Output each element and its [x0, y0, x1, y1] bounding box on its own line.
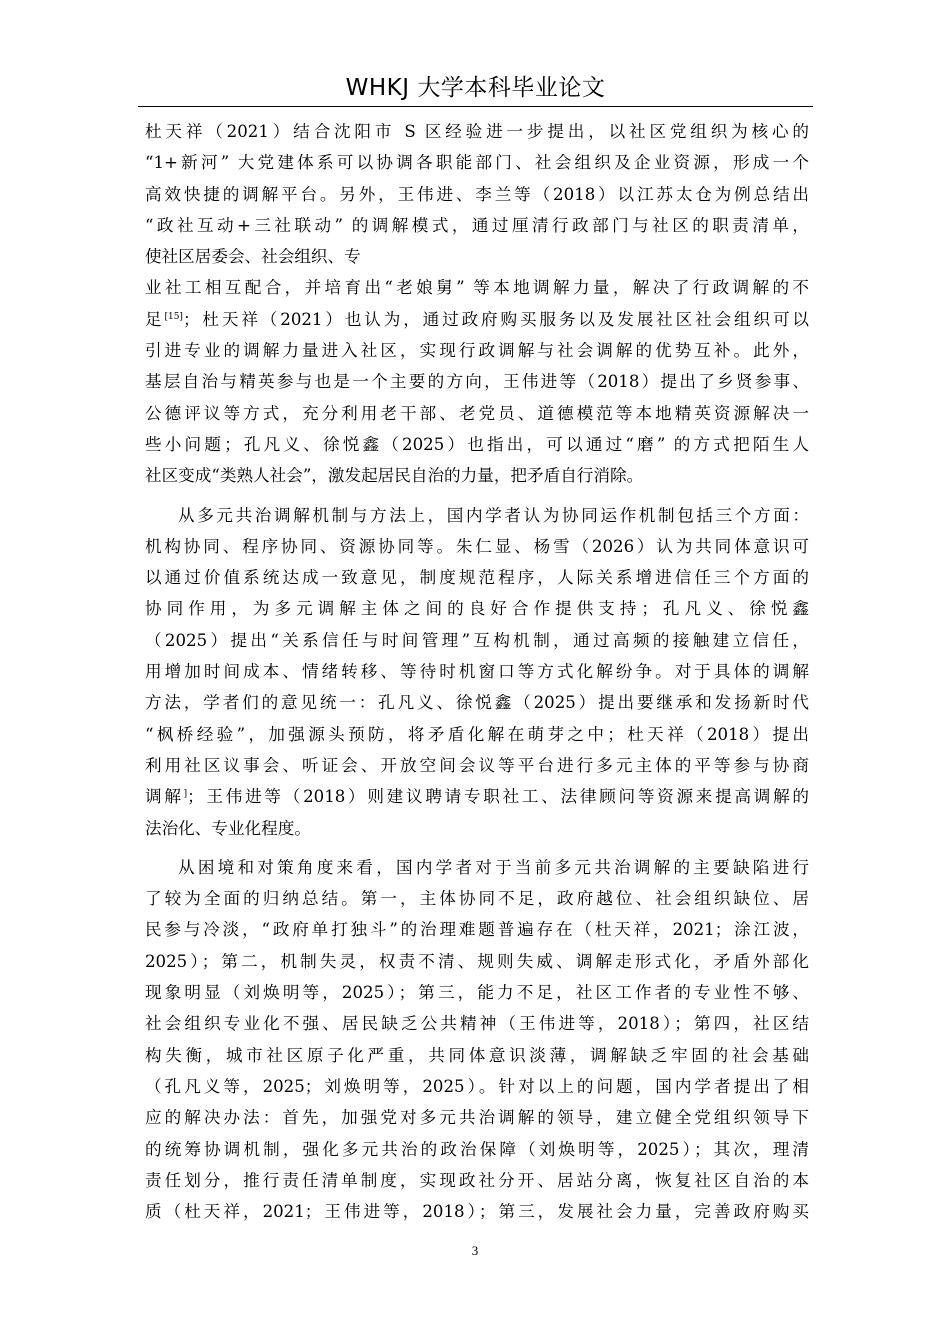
text-line: 公德评议等方式，充分利用老干部、老党员、道德模范等本地精英资源解决一	[145, 403, 809, 423]
text-line: 应的解决办法：首先，加强党对多元共治调解的领导，建立健全党组织领导下	[145, 1108, 809, 1128]
text-line: 民参与冷淡，“政府单打独斗”的治理难题普遍存在（杜天祥，2021；涂江波，	[145, 920, 809, 940]
text-line: 2025）；第二，机制失灵，权责不清、规则失威、调解走形式化，矛盾外部化	[145, 951, 809, 971]
text-line: 机构协同、程序协同、资源协同等。朱仁显、杨雪（2026）认为共同体意识可	[145, 536, 809, 556]
text-line-with-citation	[145, 781, 809, 812]
text-line: 以通过价值系统达成一致意见，制度规范程序，人际关系增进信任三个方面的	[145, 568, 809, 588]
text-line: 社区变成“类熟人社会”，激发起居民自治的力量，把矛盾自行消除。	[145, 466, 644, 486]
text-line: “枫桥经验”，加强源头预防，将矛盾化解在萌芽之中；杜天祥（2018）提出	[145, 724, 809, 744]
text-line: 法治化、专业化程度。	[145, 818, 311, 838]
text-line: 责任划分，推行责任清单制度，实现政社分开、居站分离，恢复社区自治的本	[145, 1170, 809, 1190]
text-line: 利用社区议事会、听证会、开放空间会议等平台进行多元主体的平等参与协商	[145, 755, 809, 775]
line-text: 足	[145, 309, 165, 329]
page-number: 3	[471, 1243, 479, 1258]
text-line: 的统筹协调机制，强化多元共治的政治保障（刘焕明等，2025）；其次，理清	[145, 1139, 809, 1159]
text-line: 用增加时间成本、情绪转移、等待时机窗口等方式化解纷争。对于具体的调解	[145, 662, 809, 682]
text-line: 使社区居委会、社会组织、专	[145, 247, 361, 267]
text-line: “政社互动+三社联动” 的调解模式，通过厘清行政部门与社区的职责清单，	[145, 215, 809, 235]
text-line: 社会组织专业化不强、居民缺乏公共精神（王伟进等，2018）；第四，社区结	[145, 1014, 809, 1034]
text-line: 基层自治与精英参与也是一个主要的方向，王伟进等（2018）提出了乡贤参事、	[145, 372, 809, 392]
text-line: 现象明显（刘焕明等，2025）；第三，能力不足，社区工作者的专业性不够、	[145, 983, 809, 1003]
page-header-title: WHKJ 大学本科毕业论文	[345, 75, 606, 101]
text-line-with-citation	[145, 304, 809, 335]
text-line: 引进专业的调解力量进入社区，实现行政调解与社会调解的优势互补。此外，	[145, 341, 809, 361]
text-line: 了较为全面的归纳总结。第一，主体协同不足，政府越位、社会组织缺位、居	[145, 889, 809, 909]
text-line: 方法，学者们的意见统一：孔凡义、徐悦鑫（2025）提出要继承和发扬新时代	[145, 693, 809, 713]
text-line: 些小问题；孔凡义、徐悦鑫（2025）也指出，可以通过“磨” 的方式把陌生人	[145, 434, 809, 454]
text-line: （2025）提出“关系信任与时间管理”互构机制，通过高频的接触建立信任，	[145, 630, 809, 650]
line-text: ；王伟进等（2018）则建议聘请专职社工、法律顾问等资源来提高调解的	[187, 787, 809, 807]
text-line: （孔凡义等，2025；刘焕明等，2025）。针对以上的问题，国内学者提出了相	[145, 1076, 809, 1096]
text-line: 从多元共治调解机制与方法上，国内学者认为协同运作机制包括三个方面：	[178, 505, 809, 525]
header-divider	[138, 106, 813, 107]
text-line: 杜天祥（2021）结合沈阳市 S 区经验进一步提出，以社区党组织为核心的	[145, 122, 809, 141]
line-text: ；杜天祥（2021）也认为，通过政府购买服务以及发展社区社会组织可以	[182, 309, 810, 329]
text-line: 协同作用，为多元调解主体之间的良好合作提供支持；孔凡义、徐悦鑫	[145, 599, 809, 619]
line-text: 调解	[145, 787, 184, 807]
text-line: 从困境和对策角度来看，国内学者对于当前多元共治调解的主要缺陷进行	[178, 857, 809, 877]
body-text	[145, 116, 809, 1227]
citation-marker: [15]	[164, 311, 183, 322]
text-line: 构失衡，城市社区原子化严重，共同体意识淡薄，调解缺乏牢固的社会基础	[145, 1045, 809, 1065]
text-line: 质（杜天祥，2021；王伟进等，2018）；第三，发展社会力量，完善政府购买	[145, 1202, 809, 1222]
text-line: 业社工相互配合，并培育出“老娘舅” 等本地调解力量，解决了行政调解的不	[145, 278, 809, 298]
text-line: “1+新河” 大党建体系可以协调各职能部门、社会组织及企业资源，形成一个	[145, 153, 809, 173]
citation-marker: ]	[183, 789, 188, 800]
text-line: 高效快捷的调解平台。另外，王伟进、李兰等（2018）以江苏太仓为例总结出	[145, 184, 809, 204]
